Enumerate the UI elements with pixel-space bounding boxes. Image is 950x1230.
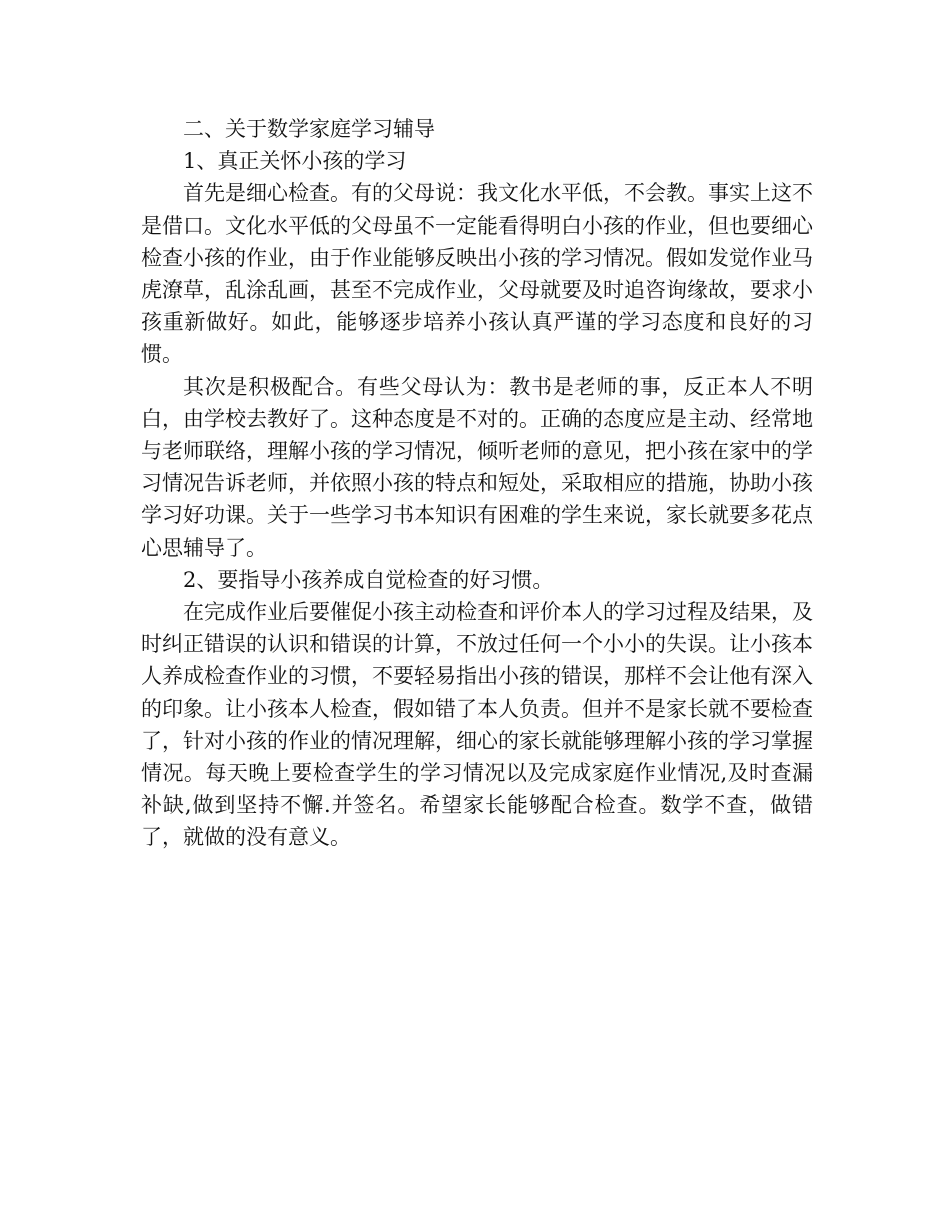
- paragraph-2: 其次是积极配合。有些父母认为：教书是老师的事，反正本人不明白，由学校去教好了。这种态度是不对的。正确的态度应是主动、经常地与老师联络，理解小孩的学习情况，倾听老师的意见，把小孩在家中的学习情况告诉老师，并依照小孩的特点和短处，采取相应的措施，协助小孩学习好功课。关于一些学习书本知识有困难的学生来说，家长就要多花点心思辅导了。: [141, 374, 813, 560]
- subheading-1: 1、真正关怀小孩的学习: [183, 149, 407, 174]
- section-heading: 二、关于数学家庭学习辅导: [183, 117, 435, 141]
- document-body: [141, 113, 813, 854]
- paragraph-3: 在完成作业后要催促小孩主动检查和评价本人的学习过程及结果，及时纠正错误的认识和错误的计算，不放过任何一个小小的失误。让小孩本人养成检查作业的习惯，不要轻易指出小孩的错误，那样不会让他有深入的印象。让小孩本人检查，假如错了本人负责。但并不是家长就不要检查了，针对小孩的作业的情况理解，细心的家长就能够理解小孩的学习掌握情况。每天晚上要检查学生的学习情况以及完成家庭作业情况,及时查漏补缺,做到坚持不懈.并签名。希望家长能够配合检查。数学不查，做错了，就做的没有意义。: [141, 600, 813, 850]
- paragraph-1: 首先是细心检查。有的父母说：我文化水平低，不会教。事实上这不是借口。文化水平低的父母虽不一定能看得明白小孩的作业，但也要细心检查小孩的作业，由于作业能够反映出小孩的学习情况。假如发觉作业马虎潦草，乱涂乱画，甚至不完成作业，父母就要及时追咨询缘故，要求小孩重新做好。如此，能够逐步培养小孩认真严谨的学习态度和良好的习惯。: [141, 181, 813, 367]
- subheading-2: 2、要指导小孩养成自觉检查的好习惯。: [183, 567, 554, 592]
